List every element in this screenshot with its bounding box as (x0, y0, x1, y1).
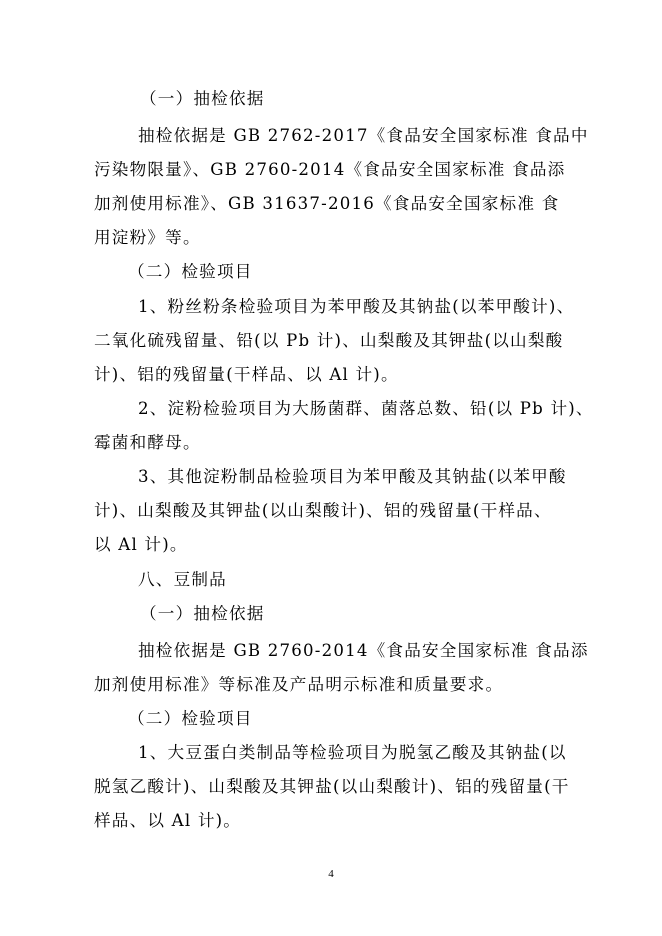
heading-sampling-basis: （一）抽检依据 (140, 604, 265, 623)
paragraph-line: 用淀粉》等。 (94, 228, 201, 247)
paragraph-line: 1、大豆蛋白类制品等检验项目为脱氢乙酸及其钠盐(以 (138, 743, 567, 762)
section-heading-soy-products: 八、豆制品 (138, 570, 227, 589)
paragraph-line: 计)、铝的残留量(干样品、以 Al 计)。 (94, 365, 399, 384)
paragraph-line: 1、粉丝粉条检验项目为苯甲酸及其钠盐(以苯甲酸计)、 (138, 297, 575, 316)
paragraph-line: 2、淀粉检验项目为大肠菌群、菌落总数、铅(以 Pb 计)、 (138, 399, 594, 418)
paragraph-line: 加剂使用标准》、GB 31637-2016《食品安全国家标准 食 (94, 194, 560, 213)
paragraph-line: 以 Al 计)。 (94, 535, 188, 554)
heading-test-items: （二）检验项目 (128, 709, 253, 728)
paragraph-line: 加剂使用标准》等标准及产品明示标准和质量要求。 (94, 675, 504, 694)
paragraph-line: 霉菌和酵母。 (94, 433, 201, 452)
paragraph-line: 污染物限量》、GB 2760-2014《食品安全国家标准 食品添 (94, 160, 566, 179)
paragraph-line: 抽检依据是 GB 2762-2017《食品安全国家标准 食品中 (138, 126, 589, 145)
heading-sampling-basis: （一）抽检依据 (140, 89, 265, 108)
page-number: 4 (328, 868, 334, 880)
paragraph-line: 脱氢乙酸计)、山梨酸及其钾盐(以山梨酸计)、铝的残留量(干 (94, 777, 570, 796)
paragraph-line: 样品、以 Al 计)。 (94, 811, 242, 830)
heading-test-items: （二）检验项目 (128, 262, 253, 281)
paragraph-line: 计)、山梨酸及其钾盐(以山梨酸计)、铝的残留量(干样品、 (94, 501, 552, 520)
paragraph-line: 3、其他淀粉制品检验项目为苯甲酸及其钠盐(以苯甲酸 (138, 467, 567, 486)
paragraph-line: 二氧化硫残留量、铅(以 Pb 计)、山梨酸及其钾盐(以山梨酸 (94, 331, 564, 350)
paragraph-line: 抽检依据是 GB 2760-2014《食品安全国家标准 食品添 (138, 641, 589, 660)
